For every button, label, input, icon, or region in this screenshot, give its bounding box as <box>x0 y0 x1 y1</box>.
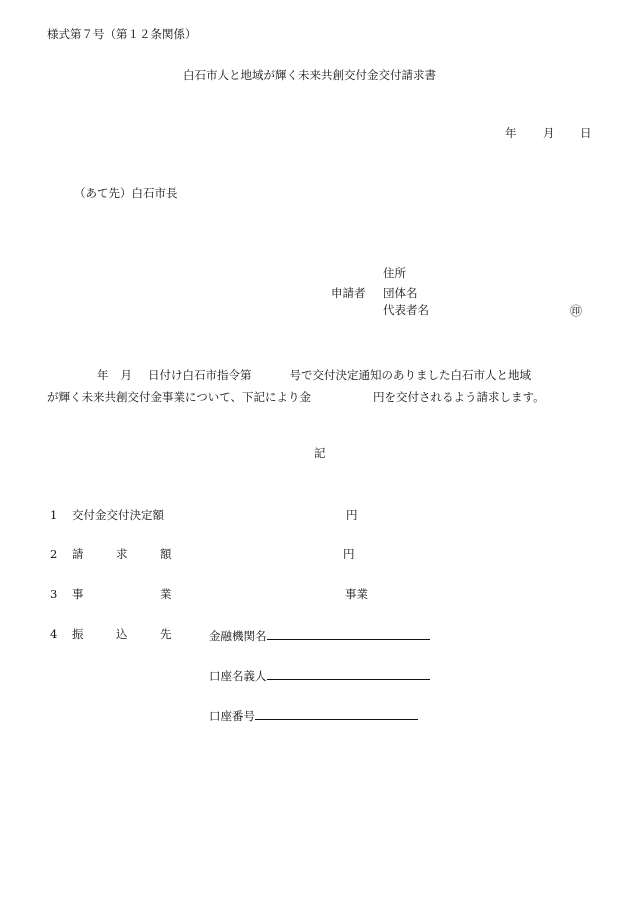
account-number-field <box>209 709 418 723</box>
item-4-number: 4 <box>50 627 58 641</box>
account-number-label: 口座番号 <box>209 709 255 723</box>
item-4-char-2: 込 <box>116 627 128 641</box>
request-line2-pre: が輝く未来共創交付金事業について、下記により金 <box>47 390 312 404</box>
item-1-label: 交付金交付決定額 <box>72 508 164 522</box>
item-2-number: 2 <box>50 547 58 561</box>
document-title: 白石市人と地域が輝く未来共創交付金交付請求書 <box>183 68 436 82</box>
request-mid-text: 号で交付決定通知のありました白石市人と地域 <box>289 368 531 382</box>
applicant-org-label: 団体名 <box>383 286 418 300</box>
account-holder-label: 口座名義人 <box>209 669 267 683</box>
bank-name-field <box>209 629 430 643</box>
item-3-char-1: 事 <box>72 587 84 601</box>
item-1-unit: 円 <box>346 508 358 522</box>
account-number-line <box>255 709 418 720</box>
request-line-1 <box>47 364 587 386</box>
date-month-label: 月 <box>543 126 555 140</box>
request-month: 月 <box>120 368 132 382</box>
item-2-char-1: 請 <box>72 547 84 561</box>
item-4-char-3: 先 <box>160 627 172 641</box>
applicant-address-label: 住所 <box>383 266 406 280</box>
addressee: （あて先）白石市長 <box>74 186 178 200</box>
bank-name-label: 金融機関名 <box>209 629 267 643</box>
request-year: 年 <box>97 368 109 382</box>
item-4-char-1: 振 <box>72 627 84 641</box>
date-day-label: 日 <box>580 126 592 140</box>
item-3-unit: 事業 <box>345 587 368 601</box>
bank-name-line <box>267 629 430 640</box>
account-holder-line <box>267 669 430 680</box>
applicant-rep-label: 代表者名 <box>383 303 429 317</box>
date-year-label: 年 <box>505 126 517 140</box>
item-1-number: 1 <box>50 508 58 522</box>
request-paragraph <box>47 364 587 408</box>
seal-mark: ㊞ <box>570 304 583 318</box>
account-holder-field <box>209 669 430 683</box>
item-2-char-3: 額 <box>160 547 172 561</box>
form-number-label: 様式第７号（第１２条関係） <box>47 27 197 41</box>
ki-heading: 記 <box>314 446 326 460</box>
item-3-char-2: 業 <box>160 587 172 601</box>
request-date-prefix: 日付け白石市指令第 <box>148 368 252 382</box>
item-3-number: 3 <box>50 587 58 601</box>
item-2-char-2: 求 <box>116 547 128 561</box>
request-line-2 <box>47 386 587 408</box>
item-2-unit: 円 <box>343 547 355 561</box>
request-line2-post: 円を交付されるよう請求します。 <box>373 390 545 404</box>
applicant-label: 申請者 <box>331 286 366 300</box>
